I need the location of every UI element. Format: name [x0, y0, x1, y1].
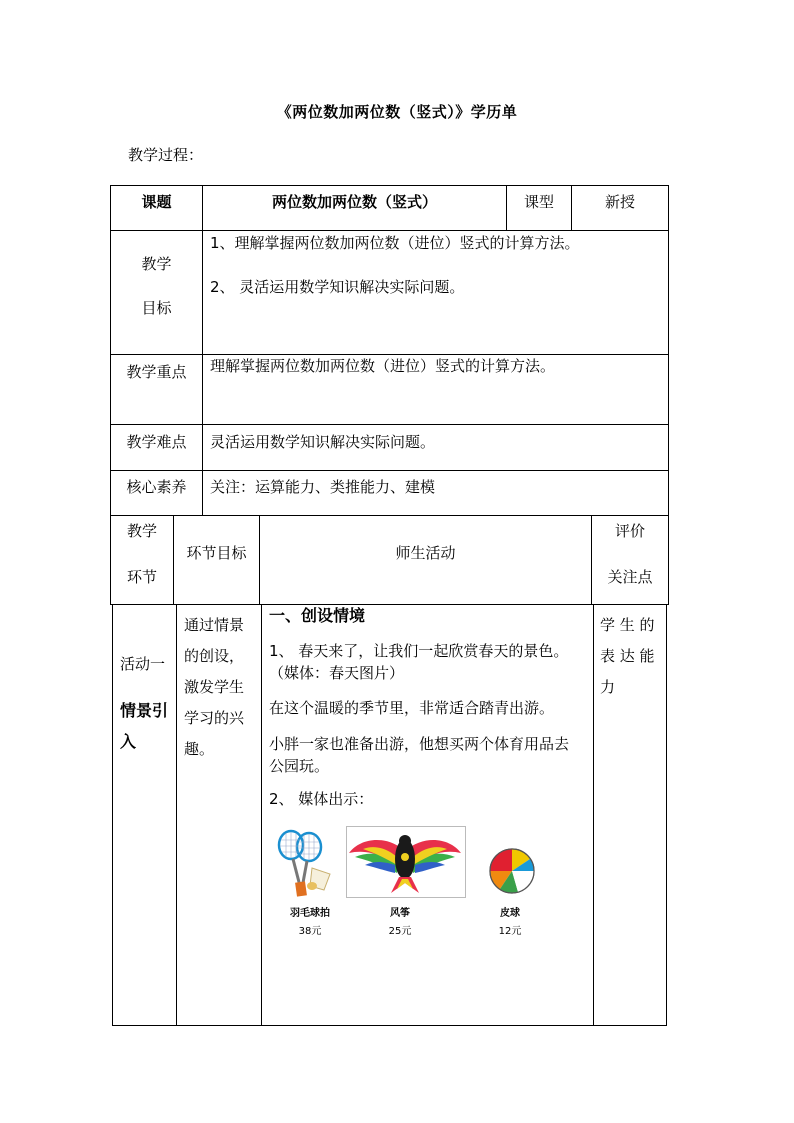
activity1-eval-line: 力 — [600, 678, 616, 696]
activity1-goal-line: 学习的兴 — [184, 709, 245, 727]
activity1-para2: 在这个温暖的季节里，非常适合踏青出游。 — [269, 699, 555, 717]
activity1-para3-line1: 小胖一家也准备出游，他想买两个体育用品去 — [269, 735, 570, 753]
product-price: 25元 — [388, 926, 412, 937]
activity1-eval — [600, 610, 655, 703]
lesson-type-value: 新授 — [604, 193, 635, 211]
activity1-eval-line: 表 达 能 — [600, 647, 655, 665]
product-price: 12元 — [498, 926, 522, 937]
activity1-para4: 2、 媒体出示： — [269, 790, 374, 808]
section-subtitle: 教学过程： — [128, 146, 204, 164]
badminton-racket-icon — [272, 828, 340, 900]
beach-ball-icon — [488, 847, 536, 895]
difficulty-label: 教学难点 — [126, 433, 187, 451]
activity1-para1-line1: 1、 春天来了，让我们一起欣赏春天的景色。 — [269, 642, 569, 660]
stage-header-line1: 教学 — [126, 522, 157, 540]
product-name: 皮球 — [500, 908, 520, 919]
literacy-label: 核心素养 — [126, 478, 187, 496]
stage-goal-header: 环节目标 — [186, 544, 247, 562]
activity1-goal-line: 激发学生 — [184, 678, 245, 696]
goal-item-2: 2、 灵活运用数学知识解决实际问题。 — [210, 278, 465, 296]
product-price: 38元 — [298, 926, 322, 937]
product-name: 风筝 — [390, 908, 410, 919]
goals-label-line1: 教学 — [141, 255, 172, 273]
activity1-para1-line2: （媒体：春天图片） — [269, 664, 405, 682]
stage-header-line2: 环节 — [126, 568, 157, 586]
eval-header-line1: 评价 — [614, 522, 645, 540]
activity1-stage-line1: 活动一 — [120, 655, 166, 673]
document-title: 《两位数加两位数（竖式）》学历单 — [276, 103, 518, 121]
goals-label-line2: 目标 — [141, 299, 172, 317]
product-name: 羽毛球拍 — [290, 908, 330, 919]
eval-header-line2: 关注点 — [607, 568, 653, 586]
keypoint-value: 理解掌握两位数加两位数（进位）竖式的计算方法。 — [210, 357, 556, 375]
goal-item-1: 1、理解掌握两位数加两位数（进位）竖式的计算方法。 — [210, 234, 580, 252]
topic-label: 课题 — [141, 193, 172, 211]
activity-header: 师生活动 — [395, 544, 456, 562]
activity1-eval-line: 学 生 的 — [600, 616, 655, 634]
activity1-heading: 一、创设情境 — [269, 606, 366, 625]
activity1-goal-line: 的创设， — [184, 647, 245, 665]
difficulty-value: 灵活运用数学知识解决实际问题。 — [210, 433, 436, 451]
activity1-para3-line2: 公园玩。 — [269, 757, 330, 775]
activity1-stage-line2: 情景引 — [120, 701, 169, 720]
activity1-stage-line3: 入 — [120, 732, 137, 751]
activity1-goal-line: 通过情景 — [184, 616, 245, 634]
topic-value: 两位数加两位数（竖式） — [271, 193, 437, 211]
lesson-type-label: 课型 — [523, 193, 554, 211]
activity1-goal — [184, 610, 244, 765]
keypoint-label: 教学重点 — [126, 363, 187, 381]
activity1-goal-line: 趣。 — [184, 740, 215, 758]
kite-icon — [346, 826, 466, 898]
literacy-value: 关注：运算能力、类推能力、建模 — [210, 478, 436, 496]
